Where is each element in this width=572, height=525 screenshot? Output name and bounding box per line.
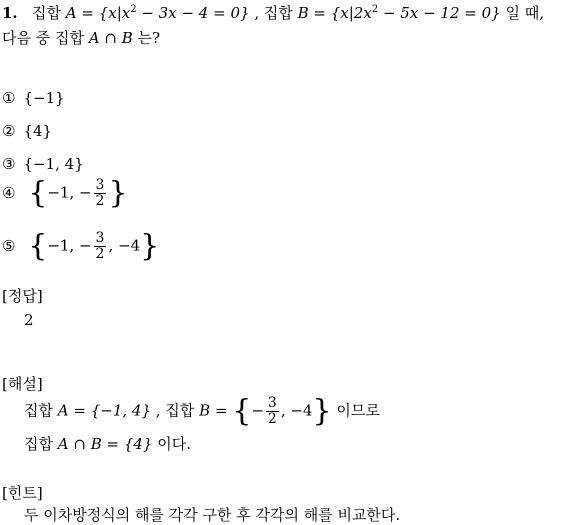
fraction: $\frac{3}{2}$ <box>267 395 277 427</box>
explanation-intersection: A ∩ B = {4} <box>57 435 153 453</box>
choice-text: {4} <box>23 122 53 140</box>
choice-4: ④ {−1, − $\frac{3}{2}$ } <box>2 175 128 211</box>
explanation-set-a: A = {−1, 4} <box>57 401 151 420</box>
explanation-label: [해설] <box>2 375 43 393</box>
choice-text: {−1, 4} <box>23 155 84 173</box>
explanation-line-1: 집합 A = {−1, 4} , 집합 B = {− $\frac{3}{2}$ , −4} 이므로 <box>24 393 380 429</box>
question-text-2: 일 때, <box>505 4 544 22</box>
fraction: $\frac{3}{2}$ <box>95 177 105 209</box>
choice-text: −1, − <box>47 183 92 202</box>
choice-mark: ② <box>2 122 16 140</box>
question-line-2 <box>2 27 160 48</box>
choice-mark: ④ <box>2 183 16 202</box>
choice-5: ⑤ {−1, − $\frac{3}{2}$ , −4} <box>2 228 160 264</box>
explanation-set-b: B = <box>199 401 228 420</box>
answer-value: 2 <box>24 311 34 329</box>
choice-2 <box>2 122 52 140</box>
question-text-4: 는? <box>137 29 161 47</box>
intersection-expr: A ∩ B <box>88 29 133 47</box>
choice-3 <box>2 155 84 173</box>
question-text-3: 다음 중 집합 <box>2 29 84 47</box>
choice-mark: ① <box>2 89 16 107</box>
set-a: $A = \{x|x^2 - 3x - 4 = 0\}$ <box>65 4 250 22</box>
fraction: $\frac{3}{2}$ <box>95 230 105 262</box>
question-number: 1. <box>2 4 18 22</box>
explanation-text: 집합 <box>24 401 53 420</box>
answer-label: [정답] <box>2 287 43 305</box>
hint-label: [힌트] <box>2 484 43 502</box>
question-text-1: 집합 <box>31 4 61 22</box>
choice-text: {−1} <box>23 89 65 107</box>
explanation-line-2 <box>24 433 191 454</box>
choice-mark: ⑤ <box>2 236 16 255</box>
explanation-text: 이므로 <box>336 401 380 420</box>
explanation-text: 이다. <box>157 435 191 453</box>
choice-mark: ③ <box>2 155 16 173</box>
question-separator: , 집합 <box>254 4 293 22</box>
explanation-text: , 집합 <box>155 401 195 420</box>
question-line-1 <box>2 2 544 23</box>
choice-text: −1, − <box>47 236 92 255</box>
set-b: $B = \{x|2x^2 - 5x - 12 = 0\}$ <box>297 4 501 22</box>
explanation-text: 집합 <box>24 435 53 453</box>
hint-text: 두 이차방정식의 해를 각각 구한 후 각각의 해를 비교한다. <box>24 506 401 524</box>
choice-1 <box>2 89 65 107</box>
